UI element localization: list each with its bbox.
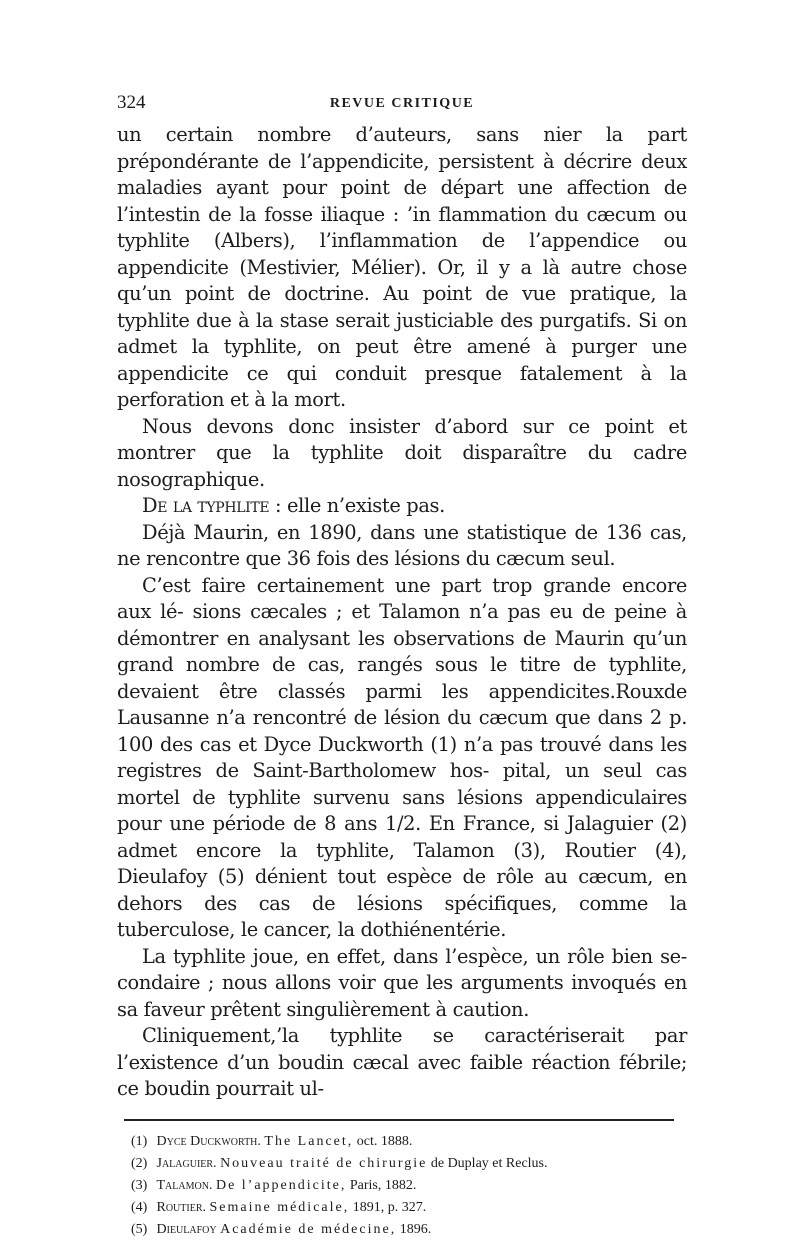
text-line: ce qui conduit presque fatalement à la perforation et à la mort. bbox=[117, 361, 687, 411]
text-line: Dieulafoy (5) dénient tout espèce de rôle au cæcum, en dehors bbox=[117, 865, 687, 915]
footnote-author: Dyce Duckworth. bbox=[156, 1133, 261, 1149]
footnote bbox=[131, 1153, 687, 1175]
text-line: ’in flammation du cæcum ou typhlite (Albers), l’inflammation bbox=[117, 202, 687, 252]
footnote-author: Dieulafoy bbox=[156, 1221, 217, 1237]
page-header bbox=[117, 92, 687, 122]
text-line: de l’appendice ou appendicite (Mestivier, Mélier). Or, il y a là bbox=[117, 229, 687, 279]
footnote-author: Jalaguier. bbox=[156, 1155, 217, 1171]
text-line: rencontre que 36 fois des lésions du cæcum seul. bbox=[146, 547, 616, 570]
footnote-number: (1) bbox=[131, 1133, 148, 1149]
text-line: Déjà Maurin, en 1890, dans une statistique de 136 cas, ne bbox=[117, 520, 687, 570]
footnote bbox=[131, 1197, 687, 1219]
text-line: de l’appendicite, persistent à décrire deux maladies ayant pour bbox=[117, 149, 687, 199]
footnote-title: Nouveau traité de chirurgie bbox=[220, 1155, 428, 1171]
text-line: en analysant les observations de Maurin qu’un grand nombre bbox=[117, 626, 687, 676]
text-line: pital, un seul cas mortel de typhlite survenu sans lésions bbox=[117, 759, 687, 809]
paragraph bbox=[117, 1023, 687, 1103]
footnote-title: The Lancet, bbox=[264, 1133, 354, 1149]
paragraph bbox=[117, 944, 687, 1024]
section-heading-paragraph bbox=[117, 493, 687, 520]
text-line: appendiculaires pour une période de 8 ans 1/2. En France, si bbox=[117, 785, 687, 835]
footnote-title: Semaine médicale, bbox=[209, 1199, 350, 1215]
paragraph bbox=[117, 122, 687, 414]
paragraph bbox=[117, 520, 687, 573]
text-line: du cæcum que dans 2 p. 100 des cas et Dyce Duckworth (1) bbox=[117, 706, 688, 756]
text-line: n’a pas trouvé dans les registres de Saint-Bartholomew hos- bbox=[117, 732, 687, 782]
body-text bbox=[117, 122, 687, 1103]
footnote-title: Académie de médecine, bbox=[220, 1221, 397, 1237]
text-line: boudin cæcal avec faible réaction fébrile; ce boudin pourrait ul- bbox=[117, 1050, 688, 1100]
text-line: la typhlite due à la stase serait justiciable des purgatifs. Si on bbox=[117, 282, 687, 332]
footnote bbox=[131, 1219, 687, 1241]
footnote-number: (3) bbox=[131, 1177, 148, 1193]
text-line: La typhlite joue, en effet, dans l’espèce, un rôle bien se- bbox=[142, 944, 687, 968]
text-line: parmi les appendicites.Rouxde Lausanne n’a rencontré de lésion bbox=[117, 679, 687, 729]
footnote-rest: 1896. bbox=[396, 1221, 432, 1237]
text-line: Nous devons donc insister d’abord sur ce point et montrer bbox=[117, 414, 687, 464]
text-line: que la typhlite doit disparaître du cadre nosographique. bbox=[117, 441, 687, 491]
text-line: de cas, rangés sous le titre de typhlite, devaient être classés bbox=[117, 653, 687, 703]
footnote-title: De l’appendicite, bbox=[215, 1177, 347, 1193]
text-line: des cas de lésions spécifiques, comme la tuberculose, le cancer, bbox=[117, 891, 687, 941]
text-line: la dothiénentérie. bbox=[337, 918, 507, 941]
text-line: Jalaguier (2) admet encore la typhlite, Talamon (3), Routier (4), bbox=[117, 812, 687, 862]
text-line: Cliniquement,’la typhlite se caractériserait par l’existence d’un bbox=[117, 1024, 687, 1074]
footnote-rest: de Duplay et Reclus. bbox=[427, 1155, 548, 1171]
text-line: sions cæcales ; et Talamon n’a pas eu de peine à démontrer bbox=[117, 600, 687, 650]
page-number: 324 bbox=[117, 92, 146, 113]
paragraph bbox=[117, 414, 687, 494]
text-line: point de départ une affection de l’intestin de la fosse iliaque : bbox=[117, 176, 687, 226]
text-line: C’est faire certainement une part trop grande encore aux lé- bbox=[117, 573, 687, 623]
text-line: : elle n’existe pas. bbox=[269, 494, 445, 517]
text-line: admet la typhlite, on peut être amené à purger une appendicite bbox=[117, 335, 687, 385]
text-line: condaire ; nous allons voir que les arguments invoqués en bbox=[117, 971, 687, 994]
text-line: un certain nombre d’auteurs, sans nier la part prépondérante bbox=[117, 123, 687, 173]
footnote-author: Talamon. bbox=[156, 1177, 213, 1193]
footnote bbox=[131, 1175, 687, 1197]
footnote bbox=[131, 1131, 687, 1153]
running-head: REVUE CRITIQUE bbox=[329, 96, 475, 111]
page-content bbox=[117, 92, 687, 1241]
footnote-rest: 1891, p. 327. bbox=[349, 1199, 427, 1215]
footnote-number: (4) bbox=[131, 1199, 148, 1215]
footnotes bbox=[117, 1131, 687, 1241]
text-line: sa faveur prêtent singulièrement à caution. bbox=[117, 997, 530, 1021]
footnote-author: Routier. bbox=[156, 1199, 206, 1215]
paragraph bbox=[117, 573, 687, 944]
text-line: autre chose qu’un point de doctrine. Au point de vue pratique, bbox=[117, 255, 687, 305]
footnote-rest: Paris, 1882. bbox=[346, 1177, 417, 1193]
footnote-rest: oct. 1888. bbox=[353, 1133, 413, 1149]
section-heading: De la typhlite bbox=[142, 494, 270, 517]
footnote-divider bbox=[124, 1119, 674, 1121]
footnote-number: (2) bbox=[131, 1155, 148, 1171]
footnote-number: (5) bbox=[131, 1221, 148, 1237]
